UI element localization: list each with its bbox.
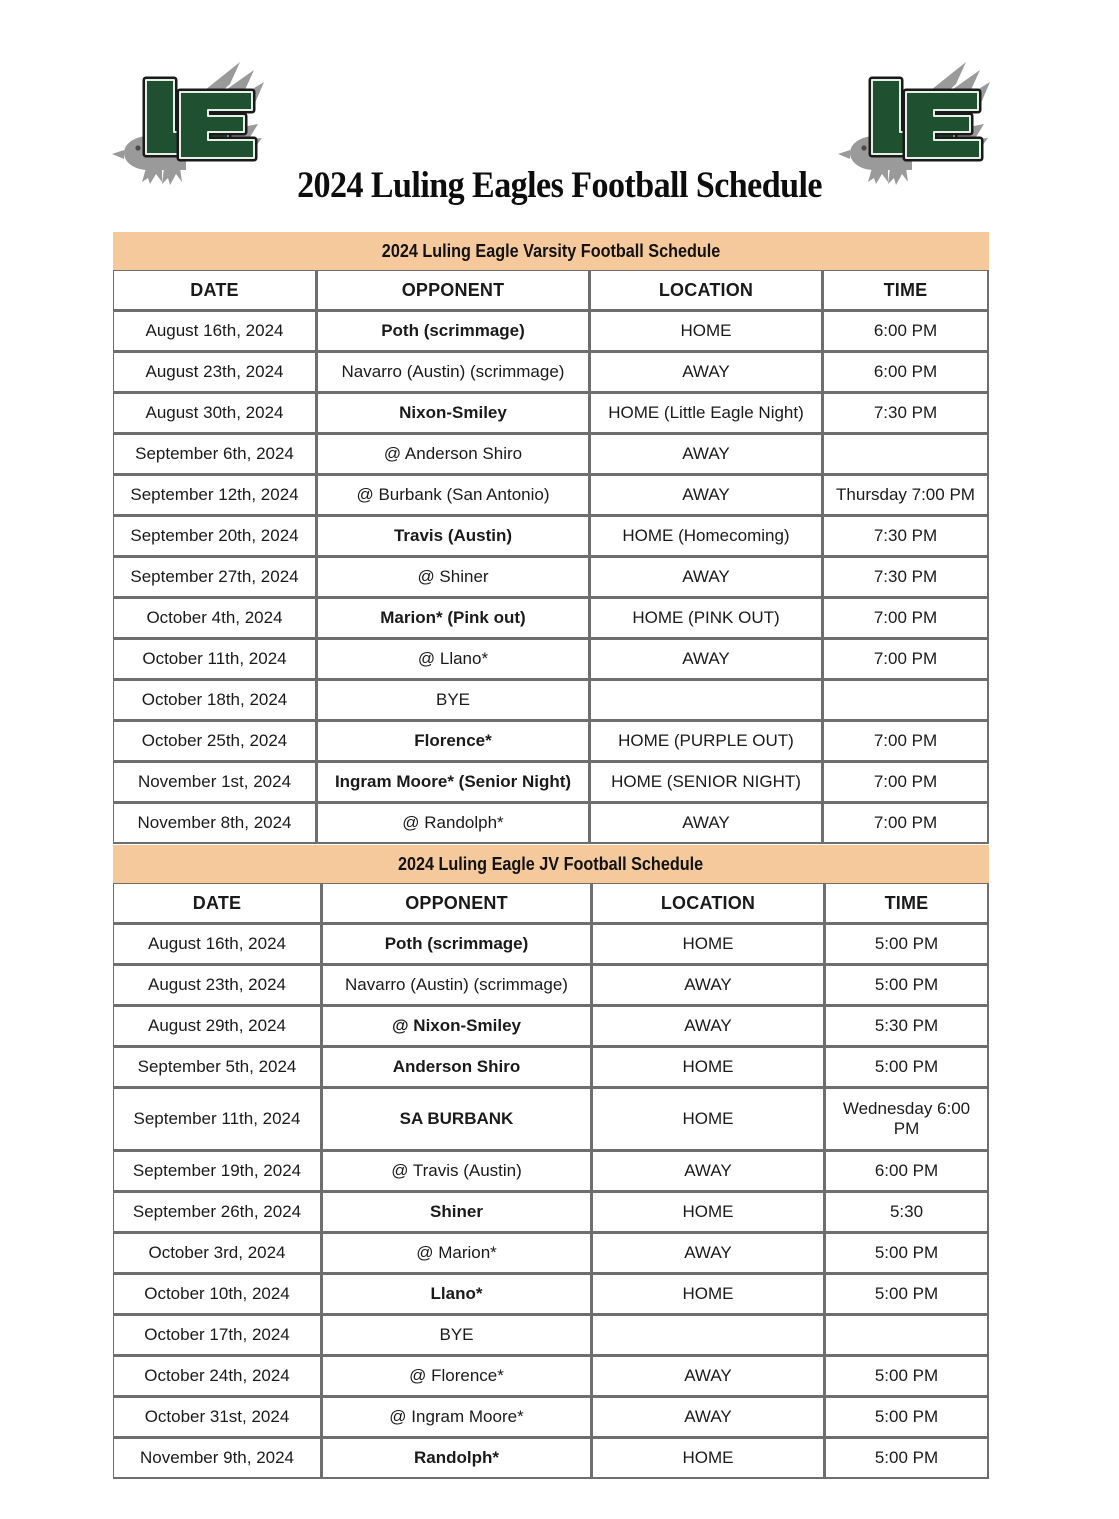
- varsity-band-title-text: 2024 Luling Eagle Varsity Football Schedule: [381, 241, 721, 261]
- cell-time: 5:00 PM: [825, 1356, 989, 1397]
- cell-time: 7:30 PM: [823, 393, 989, 434]
- table-row: [113, 1397, 989, 1438]
- table-row: [113, 475, 989, 516]
- cell-opponent: @ Travis (Austin): [322, 1151, 592, 1192]
- cell-time: [823, 434, 989, 475]
- cell-date: October 17th, 2024: [113, 1315, 322, 1356]
- cell-location: HOME: [592, 1192, 825, 1233]
- cell-time: Thursday 7:00 PM: [823, 475, 989, 516]
- column-header-date: DATE: [113, 270, 317, 311]
- cell-date: November 8th, 2024: [113, 803, 317, 844]
- table-row: [113, 721, 989, 762]
- cell-location: [592, 1315, 825, 1356]
- cell-time: 5:00 PM: [825, 965, 989, 1006]
- cell-date: September 5th, 2024: [113, 1047, 322, 1088]
- cell-time: 5:00 PM: [825, 1274, 989, 1315]
- cell-location: AWAY: [592, 965, 825, 1006]
- cell-time: [823, 680, 989, 721]
- varsity-table-body: [113, 311, 989, 844]
- cell-opponent: Poth (scrimmage): [322, 924, 592, 965]
- column-header-opponent: OPPONENT: [317, 270, 590, 311]
- cell-date: October 18th, 2024: [113, 680, 317, 721]
- table-row: [113, 639, 989, 680]
- table-row: [113, 1006, 989, 1047]
- cell-location: AWAY: [590, 639, 823, 680]
- cell-time: 5:30: [825, 1192, 989, 1233]
- cell-opponent: Travis (Austin): [317, 516, 590, 557]
- column-header-date: DATE: [113, 883, 322, 924]
- table-row: [113, 1356, 989, 1397]
- cell-location: HOME: [592, 1438, 825, 1479]
- cell-opponent: @ Burbank (San Antonio): [317, 475, 590, 516]
- page-title: 2024 Luling Eagles Football Schedule: [297, 165, 822, 206]
- cell-location: AWAY: [590, 352, 823, 393]
- cell-location: AWAY: [592, 1151, 825, 1192]
- cell-location: HOME: [592, 1088, 825, 1151]
- jv-schedule-block: [113, 845, 989, 1479]
- cell-opponent: Randolph*: [322, 1438, 592, 1479]
- cell-date: September 19th, 2024: [113, 1151, 322, 1192]
- cell-location: AWAY: [590, 475, 823, 516]
- cell-time: 6:00 PM: [825, 1151, 989, 1192]
- cell-opponent: SA BURBANK: [322, 1088, 592, 1151]
- cell-date: August 16th, 2024: [113, 311, 317, 352]
- varsity-schedule-block: [113, 232, 989, 844]
- cell-date: September 20th, 2024: [113, 516, 317, 557]
- cell-time: 6:00 PM: [823, 352, 989, 393]
- table-row: [113, 1233, 989, 1274]
- cell-time: 7:00 PM: [823, 639, 989, 680]
- cell-date: September 6th, 2024: [113, 434, 317, 475]
- table-row: [113, 965, 989, 1006]
- cell-location: HOME (SENIOR NIGHT): [590, 762, 823, 803]
- jv-band-title: [113, 845, 989, 883]
- cell-location: AWAY: [592, 1233, 825, 1274]
- cell-date: October 11th, 2024: [113, 639, 317, 680]
- cell-location: AWAY: [590, 434, 823, 475]
- cell-opponent: Anderson Shiro: [322, 1047, 592, 1088]
- cell-opponent: @ Florence*: [322, 1356, 592, 1397]
- cell-location: HOME: [592, 1274, 825, 1315]
- le-monogram: [872, 80, 980, 158]
- cell-date: August 23th, 2024: [113, 352, 317, 393]
- cell-time: 5:00 PM: [825, 924, 989, 965]
- table-row: [113, 803, 989, 844]
- cell-date: October 10th, 2024: [113, 1274, 322, 1315]
- table-row: [113, 1274, 989, 1315]
- cell-opponent: Poth (scrimmage): [317, 311, 590, 352]
- cell-location: HOME (Homecoming): [590, 516, 823, 557]
- cell-date: November 9th, 2024: [113, 1438, 322, 1479]
- cell-time: 5:30 PM: [825, 1006, 989, 1047]
- cell-time: Wednesday 6:00 PM: [825, 1088, 989, 1151]
- table-row: [113, 680, 989, 721]
- cell-time: 7:00 PM: [823, 803, 989, 844]
- cell-opponent: Navarro (Austin) (scrimmage): [317, 352, 590, 393]
- cell-location: AWAY: [592, 1006, 825, 1047]
- cell-location: [590, 680, 823, 721]
- cell-opponent: @ Nixon-Smiley: [322, 1006, 592, 1047]
- table-row: [113, 924, 989, 965]
- cell-time: [825, 1315, 989, 1356]
- cell-opponent: @ Shiner: [317, 557, 590, 598]
- cell-opponent: Nixon-Smiley: [317, 393, 590, 434]
- column-header-location: LOCATION: [592, 883, 825, 924]
- cell-time: 7:00 PM: [823, 762, 989, 803]
- table-row: [113, 516, 989, 557]
- jv-schedule-table: [113, 883, 989, 1479]
- cell-opponent: BYE: [317, 680, 590, 721]
- cell-opponent: @ Anderson Shiro: [317, 434, 590, 475]
- cell-time: 6:00 PM: [823, 311, 989, 352]
- cell-opponent: Shiner: [322, 1192, 592, 1233]
- cell-date: September 26th, 2024: [113, 1192, 322, 1233]
- cell-opponent: Llano*: [322, 1274, 592, 1315]
- cell-time: 5:00 PM: [825, 1233, 989, 1274]
- cell-location: AWAY: [592, 1397, 825, 1438]
- cell-time: 7:30 PM: [823, 516, 989, 557]
- cell-date: November 1st, 2024: [113, 762, 317, 803]
- table-row: [113, 393, 989, 434]
- cell-date: September 27th, 2024: [113, 557, 317, 598]
- le-monogram: [146, 80, 254, 158]
- cell-location: HOME: [590, 311, 823, 352]
- cell-time: 5:00 PM: [825, 1397, 989, 1438]
- cell-time: 7:00 PM: [823, 721, 989, 762]
- table-row: [113, 1088, 989, 1151]
- cell-date: September 12th, 2024: [113, 475, 317, 516]
- cell-opponent: Marion* (Pink out): [317, 598, 590, 639]
- cell-opponent: @ Llano*: [317, 639, 590, 680]
- cell-location: HOME: [592, 1047, 825, 1088]
- table-row: [113, 598, 989, 639]
- cell-time: 7:00 PM: [823, 598, 989, 639]
- cell-location: AWAY: [590, 557, 823, 598]
- cell-time: 5:00 PM: [825, 1047, 989, 1088]
- table-row: [113, 1438, 989, 1479]
- table-row: [113, 1315, 989, 1356]
- cell-date: October 4th, 2024: [113, 598, 317, 639]
- table-header-row: [113, 270, 989, 311]
- table-row: [113, 1192, 989, 1233]
- cell-date: September 11th, 2024: [113, 1088, 322, 1151]
- varsity-band-title: [113, 232, 989, 270]
- cell-location: HOME (PINK OUT): [590, 598, 823, 639]
- cell-date: October 31st, 2024: [113, 1397, 322, 1438]
- cell-date: August 23th, 2024: [113, 965, 322, 1006]
- table-row: [113, 557, 989, 598]
- cell-date: October 25th, 2024: [113, 721, 317, 762]
- column-header-time: TIME: [823, 270, 989, 311]
- table-row: [113, 352, 989, 393]
- column-header-opponent: OPPONENT: [322, 883, 592, 924]
- table-row: [113, 1151, 989, 1192]
- cell-opponent: Ingram Moore* (Senior Night): [317, 762, 590, 803]
- cell-date: October 24th, 2024: [113, 1356, 322, 1397]
- cell-opponent: Florence*: [317, 721, 590, 762]
- cell-location: HOME (Little Eagle Night): [590, 393, 823, 434]
- column-header-location: LOCATION: [590, 270, 823, 311]
- varsity-schedule-table: [113, 270, 989, 844]
- table-row: [113, 434, 989, 475]
- cell-opponent: @ Ingram Moore*: [322, 1397, 592, 1438]
- column-header-time: TIME: [825, 883, 989, 924]
- cell-date: October 3rd, 2024: [113, 1233, 322, 1274]
- cell-date: August 30th, 2024: [113, 393, 317, 434]
- cell-opponent: @ Marion*: [322, 1233, 592, 1274]
- cell-location: HOME: [592, 924, 825, 965]
- cell-location: AWAY: [590, 803, 823, 844]
- table-row: [113, 311, 989, 352]
- cell-time: 7:30 PM: [823, 557, 989, 598]
- page-header: [0, 0, 1119, 206]
- table-row: [113, 1047, 989, 1088]
- cell-date: August 16th, 2024: [113, 924, 322, 965]
- cell-opponent: Navarro (Austin) (scrimmage): [322, 965, 592, 1006]
- jv-table-body: [113, 924, 989, 1479]
- cell-date: August 29th, 2024: [113, 1006, 322, 1047]
- table-header-row: [113, 883, 989, 924]
- table-row: [113, 762, 989, 803]
- cell-opponent: @ Randolph*: [317, 803, 590, 844]
- cell-location: AWAY: [592, 1356, 825, 1397]
- cell-location: HOME (PURPLE OUT): [590, 721, 823, 762]
- cell-opponent: BYE: [322, 1315, 592, 1356]
- cell-time: 5:00 PM: [825, 1438, 989, 1479]
- jv-band-title-text: 2024 Luling Eagle JV Football Schedule: [398, 854, 704, 874]
